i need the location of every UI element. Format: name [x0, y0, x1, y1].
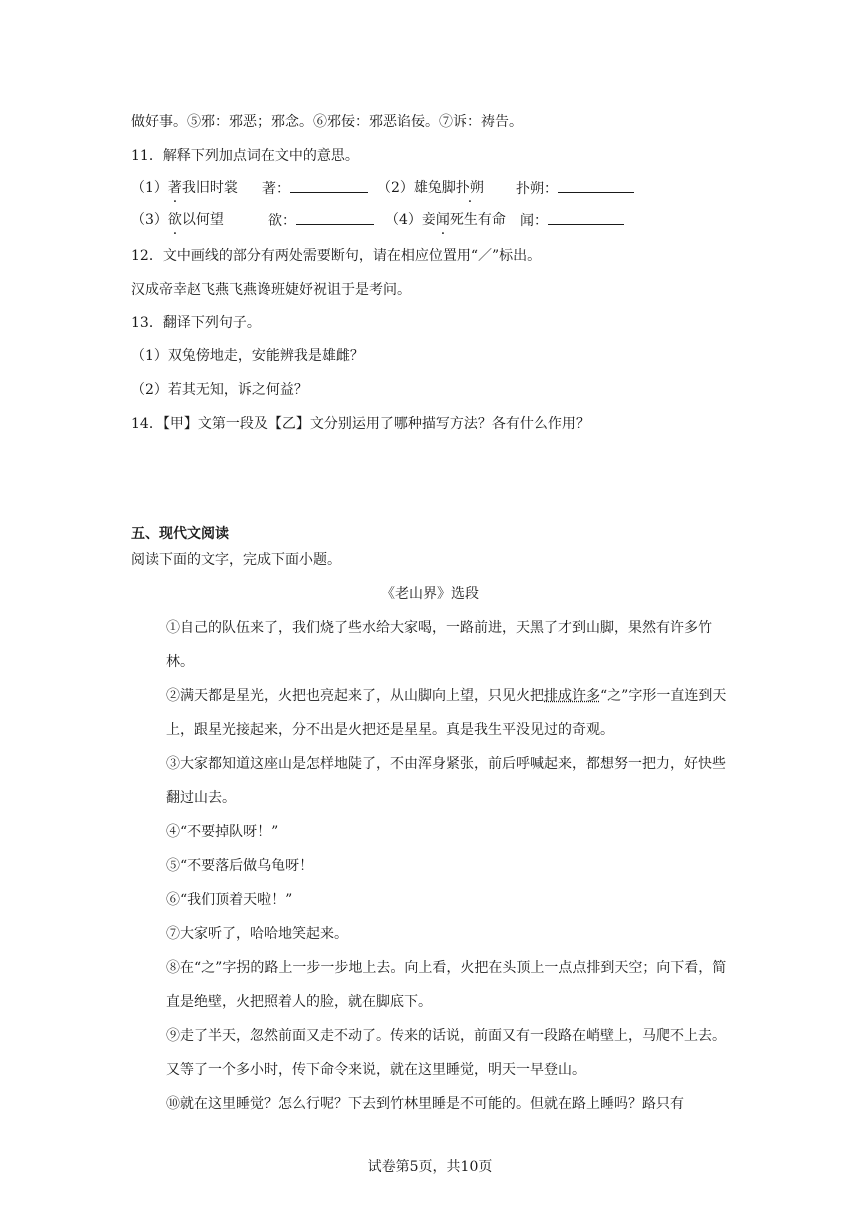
- passage-paragraph-6: ⑥“我们顶着天啦！”: [166, 892, 293, 908]
- q11-item-2-label: 扑朔：: [516, 178, 634, 199]
- passage-paragraph-8: ⑧在“之”字拐的路上一步一步地上去。向上看，火把在头顶上一点点排到天空；向下看，简直是绝壁，火把照着人的脸，就在脚底下。: [166, 960, 727, 1010]
- dotted-word: 扑朔: [455, 180, 484, 196]
- q11-item-3: （3）欲以何望: [131, 212, 224, 228]
- passage-paragraph-1: ①自己的队伍来了，我们烧了些水给大家喝，一路前进，天黑了才到山脚，果然有许多竹林。: [166, 620, 712, 670]
- passage-paragraph-9: ⑨走了半天，忽然前面又走不动了。传来的话说，前面又有一段路在峭壁上，马爬不上去。又等了一个多小时，传下命令来说，就在这里睡觉，明天一早登山。: [166, 1028, 726, 1078]
- q11-item-1: （1）著我旧时裳: [131, 180, 238, 196]
- question-14-title: 14．【甲】文第一段及【乙】文分别运用了哪种描写方法？各有什么作用？: [131, 416, 590, 432]
- question-11-title: 11．解释下列加点词在文中的意思。: [131, 148, 359, 164]
- q11-item-1-label: 著：: [262, 178, 368, 199]
- passage-paragraph-10: ⑩就在这里睡觉？怎么行呢？下去到竹林里睡是不可能的。但就在路上睡吗？路只有: [166, 1096, 684, 1112]
- dotted-word: 著: [167, 180, 182, 196]
- passage-paragraph-3: ③大家都知道这座山是怎样地陡了，不由浑身紧张，前后呼喊起来，都想努一把力，好快些翻过山去。: [166, 756, 726, 806]
- question-12-text: 汉成帝幸赵飞燕飞燕谗班婕妤祝诅于是考问。: [131, 282, 411, 298]
- passage-paragraph-4: ④“不要掉队呀！”: [166, 824, 279, 840]
- passage-title: 《老山界》选段: [381, 586, 479, 602]
- q11-item-3-label: 欲：: [268, 210, 374, 231]
- section-heading: 五、现代文阅读: [131, 526, 229, 542]
- q11-item-4: （4）妾闻死生有命: [385, 212, 506, 228]
- page-footer: 试卷第5页，共10页: [367, 1159, 493, 1175]
- answer-blank[interactable]: [296, 210, 374, 225]
- question-12-title: 12．文中画线的部分有两处需要断句，请在相应位置用“／”标出。: [131, 248, 542, 264]
- q11-item-2: （2）雄兔脚扑朔: [377, 180, 484, 196]
- answer-blank[interactable]: [290, 178, 368, 193]
- q11-item-4-label: 闻：: [520, 210, 624, 231]
- question-13-sentence-2: （2）若其无知，诉之何益？: [131, 382, 308, 398]
- answer-blank[interactable]: [548, 210, 624, 225]
- annotation-line: 做好事。⑤邪：邪恶；邪念。⑥邪佞：邪恶谄佞。⑦诉：祷告。: [131, 114, 523, 130]
- section-instruction: 阅读下面的文字，完成下面小题。: [131, 552, 341, 568]
- dotted-phrase: 排成许多: [544, 688, 600, 704]
- question-13-sentence-1: （1）双兔傍地走，安能辨我是雄雌？: [131, 348, 364, 364]
- dotted-word: 欲: [167, 212, 182, 228]
- dotted-word: 闻: [435, 212, 450, 228]
- passage-paragraph-7: ⑦大家听了，哈哈地笑起来。: [166, 926, 348, 942]
- passage-paragraph-5: ⑤“不要落后做乌龟呀！: [166, 858, 314, 874]
- passage-paragraph-2: ②满天都是星光，火把也亮起来了，从山脚向上望，只见火把排成许多“之”字形一直连到天上，跟星光接起来，分不出是火把还是星星。真是我生平没见过的奇观。: [166, 688, 727, 738]
- answer-blank[interactable]: [558, 178, 634, 193]
- question-13-title: 13．翻译下列句子。: [131, 315, 261, 331]
